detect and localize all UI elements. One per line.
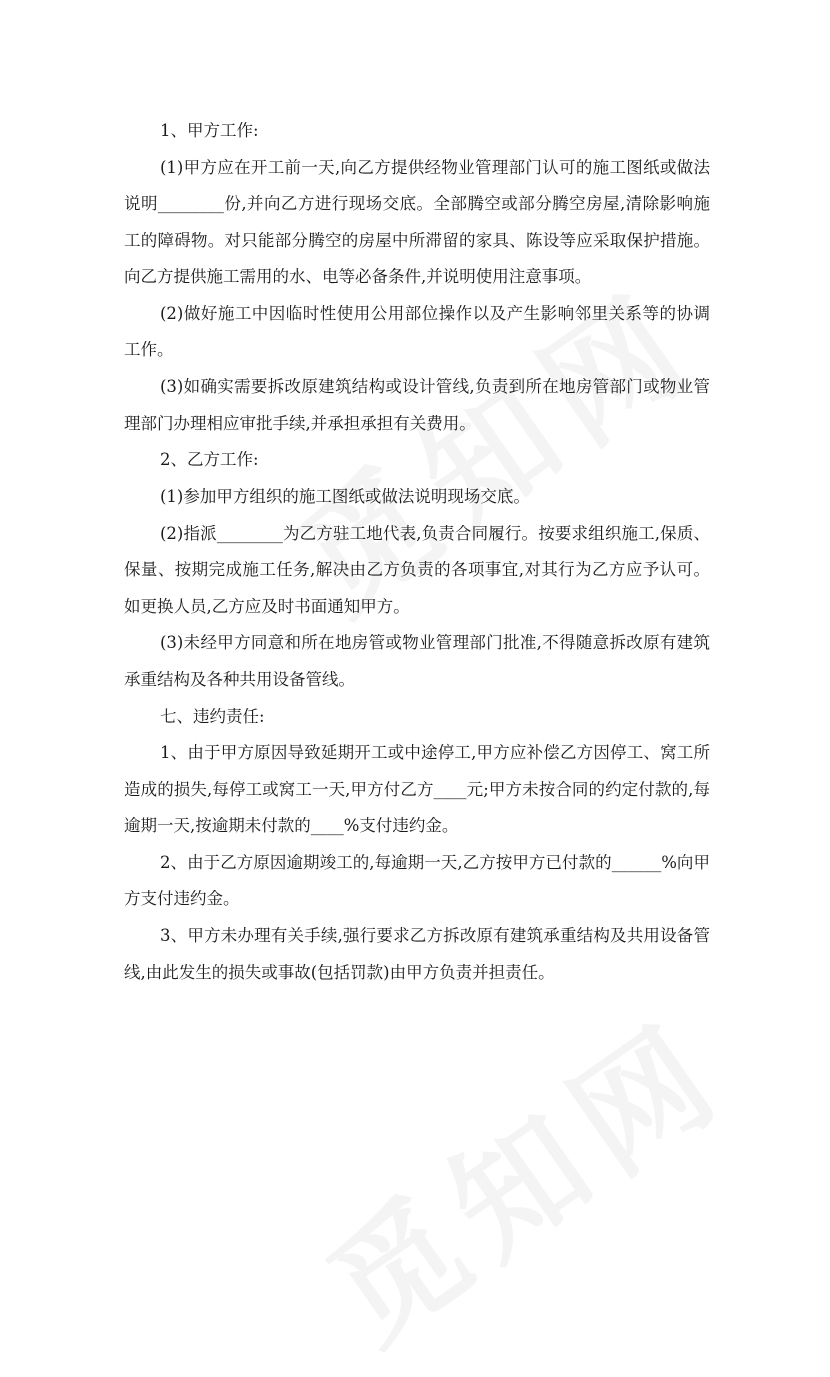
watermark [287,970,758,1377]
paragraph-breach-item-2: 2、由于乙方原因逾期竣工的,每逾期一天,乙方按甲方已付款的______%向甲方支付违约金。 [124,852,710,909]
section-heading-party-a-duties: 1、甲方工作: [160,121,259,140]
section-heading-breach-liability: 七、违约责任: [160,706,265,726]
paragraph-breach-item-1: 1、由于甲方原因导致延期开工或中途停工,甲方应补偿乙方因停工、窝工所造成的损失,每停工或窝工一天,甲方付乙方____元;甲方未按合同的约定付款的,每逾期一天,按逾期未付款的____%支付违约金。 [124,743,710,836]
paragraph-party-a-item-3: (3)如确实需要拆改原建筑结构或设计管线,负责到所在地房管部门或物业管理部门办理相应审批手续,并承担承担有关费用。 [124,377,710,433]
paragraph-breach-item-3: 3、甲方未办理有关手续,强行要求乙方拆改原有建筑承重结构及共用设备管线,由此发生的损失或事故(包括罚款)由甲方负责并担责任。 [124,926,710,982]
paragraph-party-a-item-2: (2)做好施工中因临时性使用公用部位操作以及产生影响邻里关系等的协调工作。 [124,303,710,360]
paragraph-party-b-item-1: (1)参加甲方组织的施工图纸或做法说明现场交底。 [160,486,530,506]
paragraph-party-b-item-3: (3)未经甲方同意和所在地房管或物业管理部门批准,不得随意拆改原有建筑承重结构及各种共用设备管线。 [124,633,710,689]
paragraph-party-b-item-2: (2)指派________为乙方驻工地代表,负责合同履行。按要求组织施工,保质、保量、按期完成施工任务,解决由乙方负责的各项事宜,对其行为乙方应予认可。如更换人员,乙方应及时书面通知甲方。 [124,523,710,616]
document-body [124,113,710,991]
section-heading-party-b-duties: 2、乙方工作: [160,450,259,470]
paragraph-party-a-item-1: (1)甲方应在开工前一天,向乙方提供经物业管理部门认可的施工图纸或做法说明________份,并向乙方进行现场交底。全部腾空或部分腾空房屋,清除影响施工的障碍物。对只能部分腾空的房屋中所滞留的家具、陈设等应采取保护措施。向乙方提供施工需用的水、电等必备条件,并说明使用注意事项。 [124,157,710,287]
